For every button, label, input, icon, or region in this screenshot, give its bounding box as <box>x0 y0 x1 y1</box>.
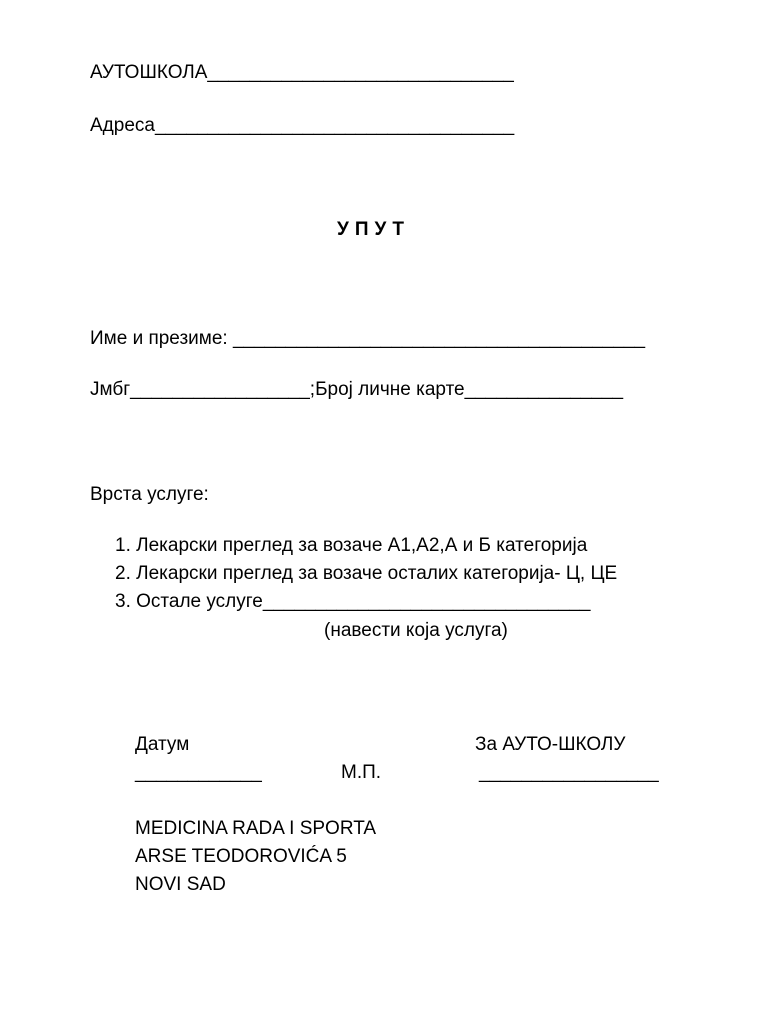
date-line: ____________ <box>135 762 262 783</box>
service-item-2: 2. Лекарски преглед за возаче осталих категорија- Ц, ЦЕ <box>115 563 618 584</box>
address-field: Адреса__________________________________ <box>90 115 515 136</box>
service-item-1: 1. Лекарски преглед за возаче А1,А2,А и Б категорија <box>115 535 588 556</box>
clinic-city: NOVI SAD <box>135 874 226 895</box>
clinic-name: MEDICINA RADA I SPORTA <box>135 818 377 839</box>
service-note: (навести која услуга) <box>324 620 508 641</box>
stamp-label: М.П. <box>341 762 382 783</box>
school-signature-line: _________________ <box>479 762 659 783</box>
school-field: АУТОШКОЛА_____________________________ <box>90 62 514 83</box>
clinic-address: ARSE TEODOROVIĆA 5 <box>135 846 347 867</box>
jmbg-id-field: Јмбг_________________;Број личне карте_______________ <box>90 379 624 400</box>
services-heading: Врста услуге: <box>90 484 209 505</box>
school-signature-label: За АУТО-ШКОЛУ <box>475 734 626 755</box>
service-item-3: 3. Остале услуге_______________________________ <box>115 591 591 612</box>
name-field: Име и презиме: _______________________________________ <box>90 328 646 349</box>
document-title: У П У Т <box>337 219 405 240</box>
date-label: Датум <box>135 734 190 755</box>
